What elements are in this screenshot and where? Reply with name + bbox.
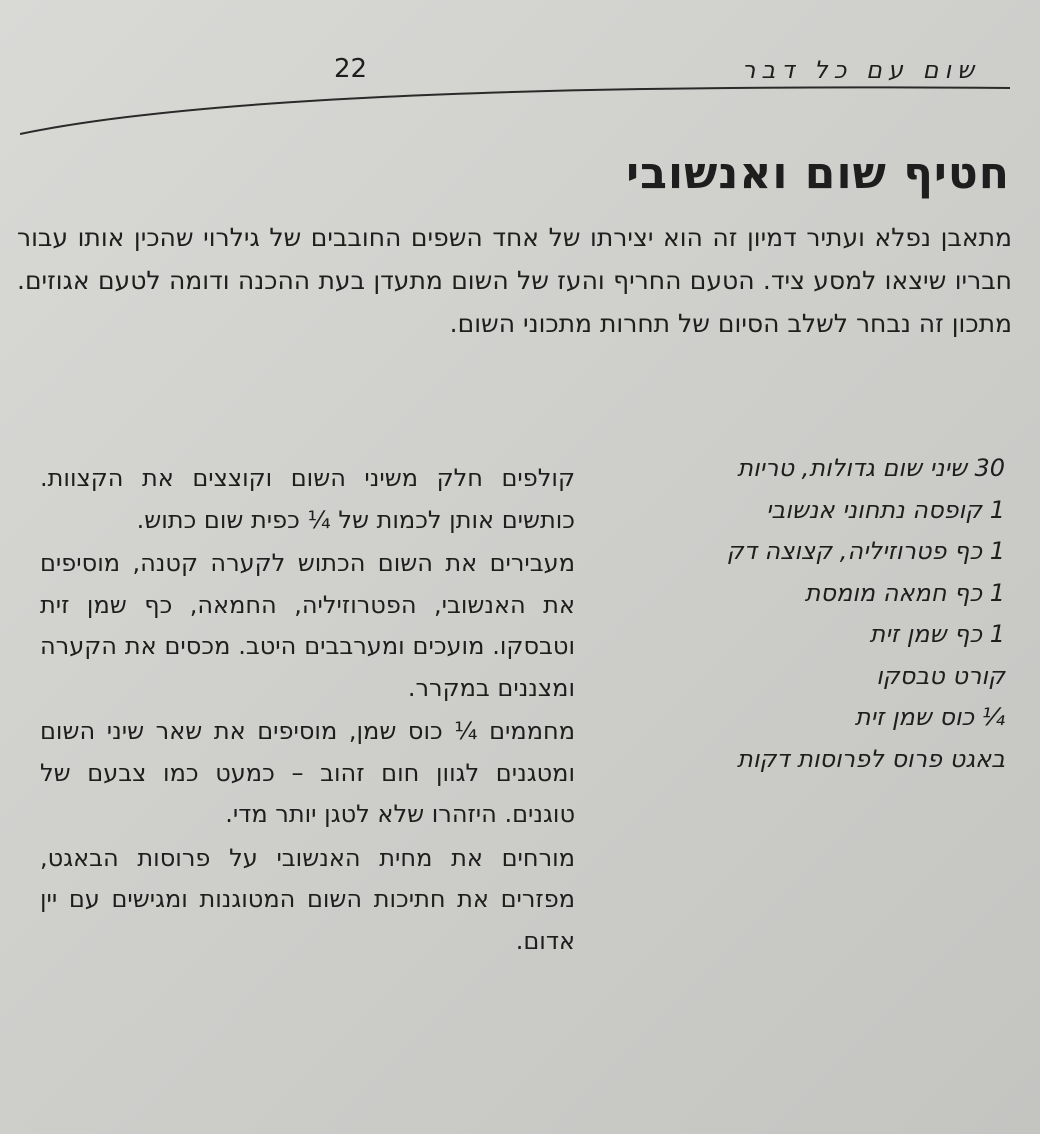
recipe-intro: מתאבן נפלא ועתיר דמיון זה הוא יצירתו של אחד השפים החובבים של גילרוי שהכין אותו עבור חבריו שיצאו למסע ציד. הטעם החריף והעז של השום מתעדן בעת ההכנה ודומה לטעם אגוזים. מתכון זה נבחר לשלב הסיום של תחרות מתכוני השום.	[17, 223, 1012, 338]
ingredient-item: קורט טבסקו	[876, 661, 1005, 690]
ingredient-item: באגט פרוס לפרוסות דקות	[737, 744, 1005, 773]
ingredient-item: 1 קופסה נתחוני אנשובי	[766, 495, 1005, 524]
ingredient-item: 30 שיני שום גדולות, טריות	[737, 454, 1005, 482]
method-step: מחממים ¼ כוס שמן, מוסיפים את שאר שיני השום ומטגנים לגוון חום זהוב – כמעט כמו צבעם של טוגנים. היזהרו שלא לטגן יותר מדי.	[40, 717, 575, 828]
page-number: 22	[334, 54, 368, 84]
method-steps	[40, 458, 575, 964]
method-step: קולפים חלק משיני השום וקוצצים את הקצוות. כותשים אותן לכמות של ¼ כפית שום כתוש.	[40, 464, 575, 534]
ingredient-item: 1 כף חמאה מומסת	[804, 578, 1005, 607]
running-title: שום עם כל דבר	[741, 56, 980, 84]
ingredients-list	[675, 448, 1005, 780]
ingredient-item: 1 כף שמן זית	[869, 620, 1005, 648]
page-header	[330, 44, 1000, 84]
ingredient-item: 1 כף פטרוזיליה, קצוצה דק	[726, 537, 1005, 565]
ingredient-item: ¼ כוס שמן זית	[854, 703, 1005, 731]
method-step: מעבירים את השום הכתוש לקערה קטנה, מוסיפים את האנשובי, הפטרוזיליה, החמאה, כף שמן זית וטבסקו. מועכים ומערבבים היטב. מכסים את הקערה ומצננים במקרר.	[40, 549, 575, 702]
recipe-title: חטיף שום ואנשובי	[626, 148, 1010, 199]
method-step: מורחים את מחית האנשובי על פרוסות הבאגט, מפזרים את חתיכות השום המטוגנות ומגישים עם יין אדום.	[40, 843, 575, 955]
header-rule	[20, 86, 1010, 146]
